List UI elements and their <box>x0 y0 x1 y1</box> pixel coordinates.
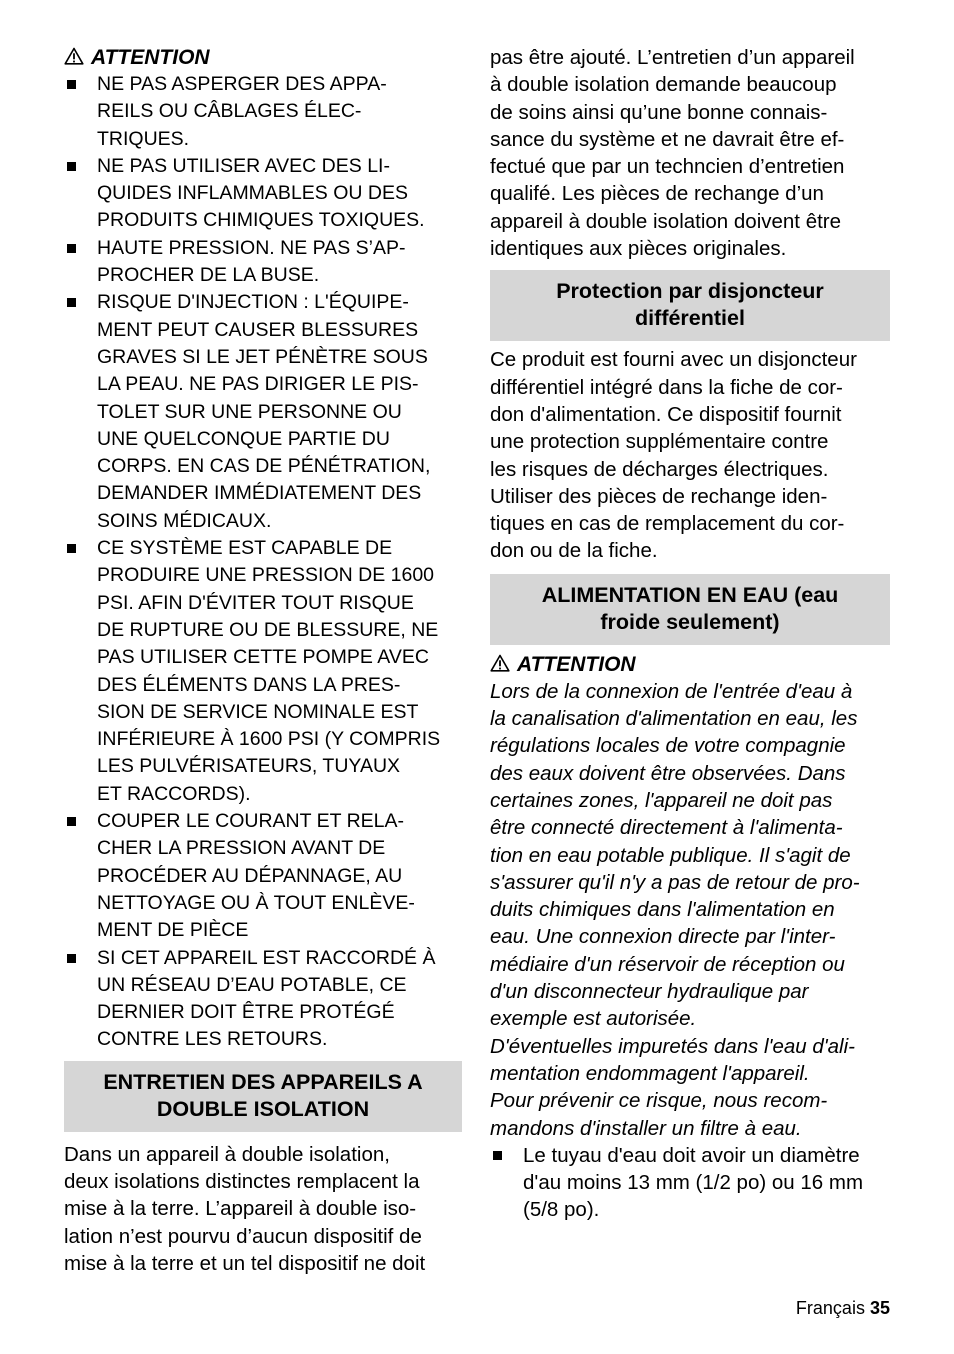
attention-text: Lors de la connexion de l'entrée d'eau à la canalisation d'alimentation en eau, les régulations locales de votre compagnie des eaux doivent être observées. Dans certaines zones, l'appareil ne doit pas être connecté directement à l'alimenta- tion en eau potable publique. Il s'agit de s'assurer qu'il n'y a pas de retour de pro- duits chimiques dans l'alimentation en eau. Une connexion directe par l'inter- médiaire d'un réservoir de réception ou d'un disconnecteur hydraulique par exemple est autorisée. <box>490 679 860 1031</box>
warning-item <box>64 235 462 290</box>
warning-triangle-icon <box>490 654 510 672</box>
attention-label: ATTENTION <box>517 652 636 676</box>
warning-list <box>64 71 462 1054</box>
impurities-text: D'éventuelles impuretés dans l'eau d'ali- mentation endommagent l'appareil. Pour prévenir ce risque, nous recom- mandons d'installer un filtre à eau. <box>490 1034 855 1140</box>
attention-heading <box>490 651 890 678</box>
warning-text: HAUTE PRESSION. NE PAS S’AP- PROCHER DE LA BUSE. <box>97 236 406 287</box>
entretien-paragraph-continued: pas être ajouté. L’entretien d’un appareil à double isolation demande beaucoup de soins ainsi qu’une bonne connais- sance du système et ne davrait être ef- fectué que par un techncien d’entretien qualifé. Les pièces de rechange d’un appareil à double isolation doivent être identiques aux pièces originales. <box>490 46 855 261</box>
attention-heading <box>64 44 462 71</box>
protection-paragraph: Ce produit est fourni avec un disjoncteur différentiel intégré dans la fiche de cor- don d'alimentation. Ce dispositif fournit une protection supplémentaire contre les risques de décharges électriques. Utiliser des pièces de rechange iden- tiques en cas de remplacement du cor- don ou de la fiche. <box>490 348 857 563</box>
bullet-square-icon <box>67 298 76 307</box>
bullet-square-icon <box>493 1151 502 1160</box>
list-item-text: Le tuyau d'eau doit avoir un diamètre d'au moins 13 mm (1/2 po) ou 16 mm (5/8 po). <box>523 1143 864 1222</box>
bullet-square-icon <box>67 80 76 89</box>
section-heading-protection: Protection par disjoncteur différentiel <box>490 270 890 341</box>
warning-text: NE PAS ASPERGER DES APPA- REILS OU CÂBLAGES ÉLEC- TRIQUES. <box>97 73 387 150</box>
bullet-square-icon <box>67 817 76 826</box>
warning-item <box>64 808 462 944</box>
section-heading-entretien: ENTRETIEN DES APPAREILS A DOUBLE ISOLATION <box>64 1061 462 1132</box>
warning-item <box>64 945 462 1054</box>
bullet-square-icon <box>67 244 76 253</box>
page-footer <box>796 1296 890 1320</box>
attention-label: ATTENTION <box>91 46 210 69</box>
warning-text: COUPER LE COURANT ET RELA- CHER LA PRESSION AVANT DE PROCÉDER AU DÉPANNAGE, AU NETTOYAGE OU À TOUT ENLÈVE- MENT DE PIÈCE <box>97 810 415 942</box>
warning-item <box>64 289 462 535</box>
warning-text: NE PAS UTILISER AVEC DES LI- QUIDES INFLAMMABLES OU DES PRODUITS CHIMIQUES TOXIQUES. <box>97 154 425 232</box>
warning-item <box>64 535 462 808</box>
entretien-paragraph: Dans un appareil à double isolation, deux isolations distinctes remplacent la mise à la terre. L’appareil à double iso- lation n’est pourvu d’aucun dispositif de mise à la terre et un tel dispositif ne doit <box>64 1142 426 1275</box>
warning-text: SI CET APPAREIL EST RACCORDÉ À UN RÉSEAU D’EAU POTABLE, CE DERNIER DOIT ÊTRE PROTÉGÉ CONTRE LES RETOURS. <box>97 946 436 1051</box>
warning-text: RISQUE D'INJECTION : L'ÉQUIPE- MENT PEUT CAUSER BLESSURES GRAVES SI LE JET PÉNÈTRE SOUS LA PEAU. NE PAS DIRIGER LE PIS- TOLET SUR UNE PERSONNE OU UNE QUELCONQUE PARTIE DU CORPS. EN CAS DE PÉNÉTRATION, DEMANDER IMMÉDIATEMENT DES SOINS MÉDICAUX. <box>97 291 431 532</box>
warning-triangle-icon <box>64 47 84 65</box>
bullet-square-icon <box>67 954 76 963</box>
footer-language: Français <box>795 1298 865 1318</box>
bullet-list <box>490 1142 890 1224</box>
bullet-square-icon <box>67 162 76 171</box>
list-item <box>490 1142 890 1224</box>
right-column <box>490 44 890 1224</box>
section-heading-alimentation: ALIMENTATION EN EAU (eau froide seulement) <box>490 574 890 645</box>
warning-item <box>64 153 462 235</box>
bullet-square-icon <box>67 544 76 553</box>
left-column <box>64 44 462 1277</box>
warning-item <box>64 71 462 153</box>
warning-text: CE SYSTÈME EST CAPABLE DE PRODUIRE UNE PRESSION DE 1600 PSI. AFIN D'ÉVITER TOUT RISQUE DE RUPTURE OU DE BLESSURE, NE PAS UTILISER CETTE POMPE AVEC DES ÉLÉMENTS DANS LA PRES- SION DE SERVICE NOMINALE EST INFÉRIEURE À 1600 PSI (Y COMPRIS LES PULVÉRISATEURS, TUYAUX ET RACCORDS). <box>97 537 441 805</box>
page-number: 35 <box>869 1298 890 1318</box>
